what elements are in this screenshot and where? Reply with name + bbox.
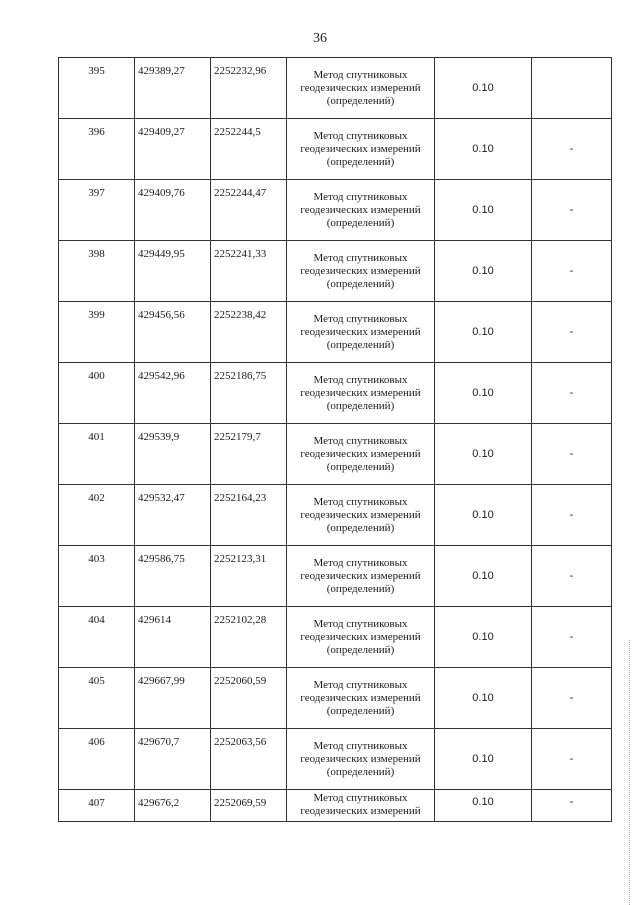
accuracy-cell: 0.10 [435,424,532,485]
table-row [59,302,612,363]
method-line: (определений) [326,704,395,717]
x-coordinate-cell: 429409,76 [135,180,211,241]
method-cell [287,241,435,302]
method-line: (определений) [326,338,395,351]
method-line: Метод спутниковых [313,792,408,804]
note-cell: - [532,302,612,363]
note-cell: - [532,424,612,485]
table-row [59,790,612,822]
note-cell: - [532,729,612,790]
table-row [59,546,612,607]
accuracy-cell: 0.10 [435,58,532,119]
table-row [59,58,612,119]
note-cell [532,58,612,119]
point-number-cell: 402 [59,485,135,546]
point-number-cell: 397 [59,180,135,241]
method-line: Метод спутниковых [313,68,408,81]
x-coordinate-cell: 429614 [135,607,211,668]
method-line: геодезических измерений [300,81,421,94]
table-row [59,485,612,546]
method-line: Метод спутниковых [313,739,408,752]
accuracy-cell: 0.10 [435,119,532,180]
accuracy-cell: 0.10 [435,485,532,546]
point-number-cell: 406 [59,729,135,790]
method-cell [287,729,435,790]
method-line: (определений) [326,765,395,778]
method-line: Метод спутниковых [313,373,408,386]
accuracy-cell: 0.10 [435,546,532,607]
method-line: геодезических измерений [300,325,421,338]
x-coordinate-cell: 429667,99 [135,668,211,729]
method-line: Метод спутниковых [313,617,408,630]
accuracy-cell: 0.10 [435,180,532,241]
point-number-cell: 404 [59,607,135,668]
method-line: геодезических измерений [300,691,421,704]
y-coordinate-cell: 2252232,96 [211,58,287,119]
method-line: геодезических измерений [300,508,421,521]
method-cell [287,119,435,180]
point-number-cell: 398 [59,241,135,302]
note-cell: - [532,790,612,822]
method-line: (определений) [326,521,395,534]
y-coordinate-cell: 2252069,59 [211,790,287,822]
coordinates-table [58,57,612,822]
y-coordinate-cell: 2252060,59 [211,668,287,729]
method-line: (определений) [326,216,395,229]
accuracy-cell: 0.10 [435,363,532,424]
page-number: 36 [313,31,327,46]
method-line: (определений) [326,643,395,656]
note-cell: - [532,241,612,302]
x-coordinate-cell: 429539,9 [135,424,211,485]
y-coordinate-cell: 2252244,5 [211,119,287,180]
method-line: Метод спутниковых [313,434,408,447]
method-line: Метод спутниковых [313,129,408,142]
method-line: (определений) [326,155,395,168]
note-cell: - [532,668,612,729]
method-line: геодезических измерений [300,264,421,277]
y-coordinate-cell: 2252164,23 [211,485,287,546]
x-coordinate-cell: 429409,27 [135,119,211,180]
table-row [59,363,612,424]
method-line: Метод спутниковых [313,251,408,264]
note-cell: - [532,180,612,241]
method-line: (определений) [326,94,395,107]
accuracy-cell: 0.10 [435,241,532,302]
method-cell [287,668,435,729]
point-number-cell: 399 [59,302,135,363]
method-line: Метод спутниковых [313,495,408,508]
point-number-cell: 403 [59,546,135,607]
note-cell: - [532,363,612,424]
x-coordinate-cell: 429456,56 [135,302,211,363]
accuracy-cell: 0.10 [435,729,532,790]
method-cell [287,58,435,119]
table-row [59,241,612,302]
method-cell [287,790,435,822]
page-edge-shadow [629,640,632,905]
table-row [59,729,612,790]
method-cell [287,546,435,607]
method-line: Метод спутниковых [313,678,408,691]
point-number-cell: 407 [59,790,135,822]
method-line: геодезических измерений [300,569,421,582]
accuracy-cell: 0.10 [435,668,532,729]
method-line: геодезических измерений [300,203,421,216]
method-line: Метод спутниковых [313,190,408,203]
table-row [59,668,612,729]
coordinates-table-body [59,58,612,822]
method-line: геодезических измерений [300,805,421,817]
note-cell: - [532,485,612,546]
point-number-cell: 405 [59,668,135,729]
y-coordinate-cell: 2252123,31 [211,546,287,607]
x-coordinate-cell: 429389,27 [135,58,211,119]
method-line: геодезических измерений [300,630,421,643]
y-coordinate-cell: 2252179,7 [211,424,287,485]
method-line: геодезических измерений [300,142,421,155]
table-row [59,180,612,241]
method-cell [287,607,435,668]
method-line: (определений) [326,277,395,290]
method-line: геодезических измерений [300,447,421,460]
point-number-cell: 401 [59,424,135,485]
table-row [59,119,612,180]
method-line: (определений) [326,399,395,412]
accuracy-cell: 0.10 [435,790,532,822]
table-row [59,607,612,668]
accuracy-cell: 0.10 [435,302,532,363]
x-coordinate-cell: 429542,96 [135,363,211,424]
point-number-cell: 395 [59,58,135,119]
method-line: (определений) [326,582,395,595]
table-row [59,424,612,485]
accuracy-cell: 0.10 [435,607,532,668]
method-cell [287,180,435,241]
x-coordinate-cell: 429586,75 [135,546,211,607]
method-cell [287,424,435,485]
x-coordinate-cell: 429449,95 [135,241,211,302]
method-line: (определений) [326,460,395,473]
y-coordinate-cell: 2252102,28 [211,607,287,668]
method-line: Метод спутниковых [313,312,408,325]
note-cell: - [532,546,612,607]
y-coordinate-cell: 2252186,75 [211,363,287,424]
y-coordinate-cell: 2252241,33 [211,241,287,302]
y-coordinate-cell: 2252238,42 [211,302,287,363]
method-line: геодезических измерений [300,752,421,765]
point-number-cell: 400 [59,363,135,424]
x-coordinate-cell: 429532,47 [135,485,211,546]
note-cell: - [532,119,612,180]
method-line: Метод спутниковых [313,556,408,569]
x-coordinate-cell: 429670,7 [135,729,211,790]
y-coordinate-cell: 2252244,47 [211,180,287,241]
method-cell [287,485,435,546]
point-number-cell: 396 [59,119,135,180]
y-coordinate-cell: 2252063,56 [211,729,287,790]
x-coordinate-cell: 429676,2 [135,790,211,822]
method-cell [287,363,435,424]
note-cell: - [532,607,612,668]
method-line: геодезических измерений [300,386,421,399]
method-cell [287,302,435,363]
